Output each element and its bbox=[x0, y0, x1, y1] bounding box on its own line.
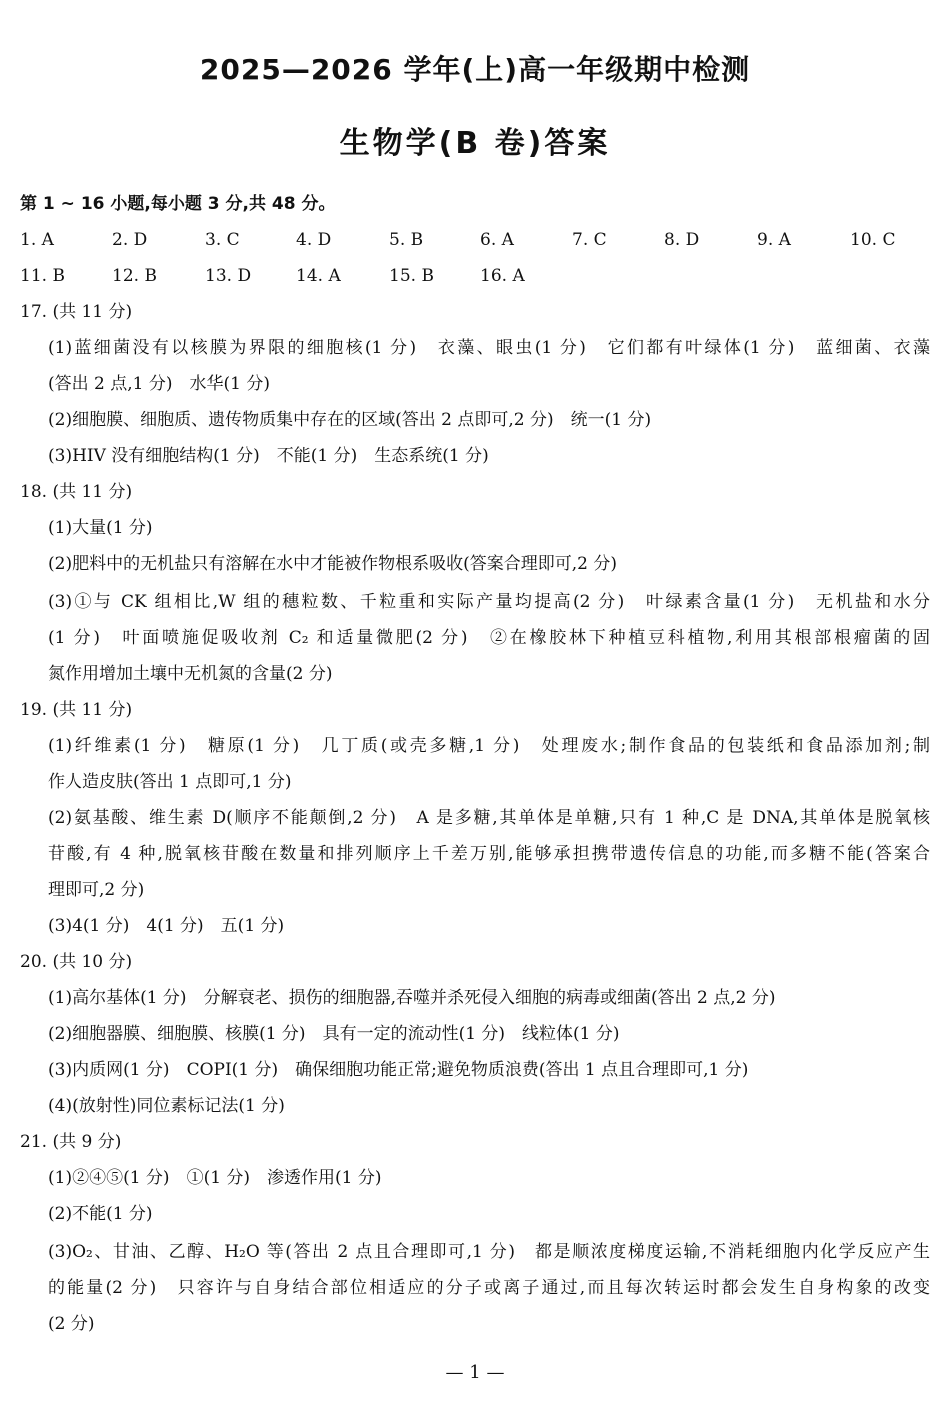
q17-line: (3)HIV 没有细胞结构(1 分) 不能(1 分) 生态系统(1 分) bbox=[48, 446, 489, 466]
q19-line: (1)纤维素(1 分) 糖原(1 分) 几丁质(或壳多糖,1 分) 处理废水;制作食品的包装纸和食品添加剂;制 bbox=[48, 736, 930, 756]
q18-line: (2)肥料中的无机盐只有溶解在水中才能被作物根系吸收(答案合理即可,2 分) bbox=[48, 554, 617, 574]
q21-line: (2)不能(1 分) bbox=[48, 1204, 153, 1224]
mc-answer: 16. A bbox=[480, 266, 525, 286]
mc-answers-row-1 bbox=[20, 228, 930, 252]
exam-title: 2025—2026 学年(上)高一年级期中检测 bbox=[199, 53, 751, 86]
q20-line: (4)(放射性)同位素标记法(1 分) bbox=[48, 1096, 285, 1116]
q17-header: 17. (共 11 分) bbox=[20, 302, 133, 322]
q19-line: 作人造皮肤(答出 1 点即可,1 分) bbox=[48, 772, 292, 792]
mc-answer: 15. B bbox=[389, 266, 434, 286]
mc-answer: 4. D bbox=[296, 230, 332, 250]
mc-answers-row-2 bbox=[20, 264, 930, 288]
mc-answer: 2. D bbox=[112, 230, 148, 250]
q18-line: (1)大量(1 分) bbox=[48, 518, 153, 538]
q17-line: (1)蓝细菌没有以核膜为界限的细胞核(1 分) 衣藻、眼虫(1 分) 它们都有叶绿体(1 分) 蓝细菌、衣藻 bbox=[48, 338, 930, 358]
mc-answer: 10. C bbox=[850, 230, 896, 250]
q19-header: 19. (共 11 分) bbox=[20, 700, 133, 720]
q18-line: 氮作用增加土壤中无机氮的含量(2 分) bbox=[48, 664, 333, 684]
mc-answer: 14. A bbox=[296, 266, 341, 286]
q20-line: (1)高尔基体(1 分) 分解衰老、损伤的细胞器,吞噬并杀死侵入细胞的病毒或细菌(答出 2 点,2 分) bbox=[48, 988, 776, 1008]
q21-line: (1)②④⑤(1 分) ①(1 分) 渗透作用(1 分) bbox=[48, 1168, 382, 1188]
page-number: — 1 — bbox=[445, 1362, 505, 1383]
mc-answer: 13. D bbox=[205, 266, 252, 286]
exam-subtitle: 生物学(B 卷)答案 bbox=[339, 126, 611, 161]
mc-section-header: 第 1 ~ 16 小题,每小题 3 分,共 48 分。 bbox=[20, 194, 336, 214]
q19-line: (2)氨基酸、维生素 D(顺序不能颠倒,2 分) A 是多糖,其单体是单糖,只有 1 种,C 是 DNA,其单体是脱氧核 bbox=[48, 808, 930, 828]
mc-answer: 7. C bbox=[572, 230, 607, 250]
mc-answer: 9. A bbox=[757, 230, 791, 250]
q17-line: (2)细胞膜、细胞质、遗传物质集中存在的区域(答出 2 点即可,2 分) 统一(1 分) bbox=[48, 410, 652, 430]
q21-line: (3)O₂、甘油、乙醇、H₂O 等(答出 2 点且合理即可,1 分) 都是顺浓度梯度运输,不消耗细胞内化学反应产生 bbox=[48, 1242, 930, 1262]
q18-line: (1 分) 叶面喷施促吸收剂 C₂ 和适量微肥(2 分) ②在橡胶林下种植豆科植物,利用其根部根瘤菌的固 bbox=[48, 628, 930, 648]
q20-line: (2)细胞器膜、细胞膜、核膜(1 分) 具有一定的流动性(1 分) 线粒体(1 分) bbox=[48, 1024, 620, 1044]
mc-answer: 5. B bbox=[389, 230, 424, 250]
q17-line: (答出 2 点,1 分) 水华(1 分) bbox=[48, 374, 270, 394]
q19-line: (3)4(1 分) 4(1 分) 五(1 分) bbox=[48, 916, 285, 936]
q18-line: (3)①与 CK 组相比,W 组的穗粒数、千粒重和实际产量均提高(2 分) 叶绿素含量(1 分) 无机盐和水分 bbox=[48, 592, 930, 612]
q20-header: 20. (共 10 分) bbox=[20, 952, 133, 972]
q21-line: 的能量(2 分) 只容许与自身结合部位相适应的分子或离子通过,而且每次转运时都会发生自身构象的改变 bbox=[48, 1278, 930, 1298]
q19-line: 理即可,2 分) bbox=[48, 880, 145, 900]
mc-answer: 1. A bbox=[20, 230, 54, 250]
q21-line: (2 分) bbox=[48, 1314, 95, 1334]
mc-answer: 8. D bbox=[664, 230, 700, 250]
q18-header: 18. (共 11 分) bbox=[20, 482, 133, 502]
q20-line: (3)内质网(1 分) COPⅠ(1 分) 确保细胞功能正常;避免物质浪费(答出 1 点且合理即可,1 分) bbox=[48, 1060, 749, 1080]
q21-header: 21. (共 9 分) bbox=[20, 1132, 122, 1152]
mc-answer: 3. C bbox=[205, 230, 240, 250]
q19-line: 苷酸,有 4 种,脱氧核苷酸在数量和排列顺序上千差万别,能够承担携带遗传信息的功能,而多糖不能(答案合 bbox=[48, 844, 930, 864]
mc-answer: 6. A bbox=[480, 230, 514, 250]
mc-answer: 12. B bbox=[112, 266, 157, 286]
mc-answer: 11. B bbox=[20, 266, 65, 286]
